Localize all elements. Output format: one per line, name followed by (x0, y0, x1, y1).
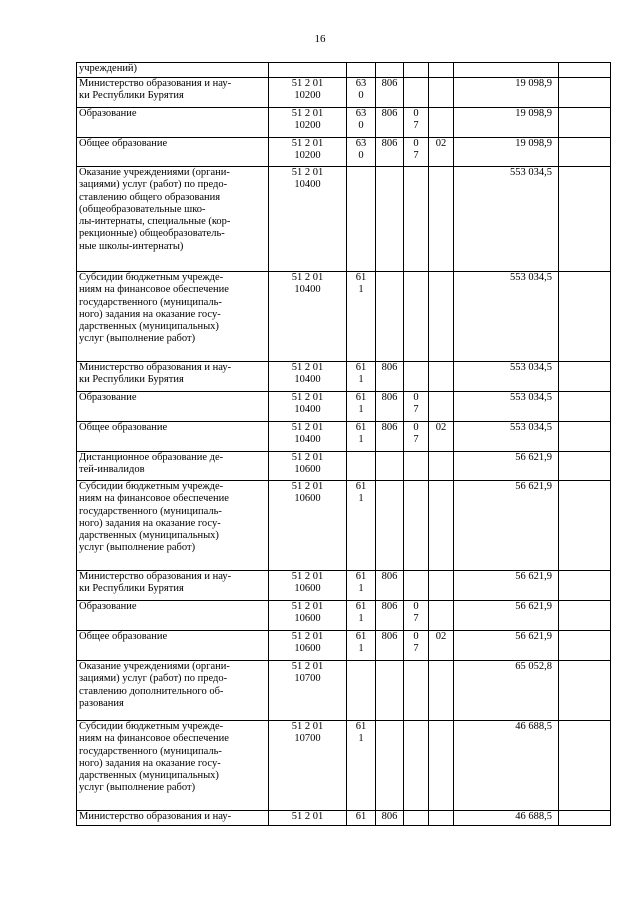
row-name-line: услуг (выполнение работ) (79, 333, 196, 345)
row-section-line: 7 (413, 613, 419, 625)
row-target-code (269, 392, 347, 422)
row-target-code-line: 51 2 01 (291, 631, 324, 642)
row-name-line: ки Республики Бурятия (79, 90, 184, 102)
row-amount: 553 034,5 (454, 167, 559, 272)
table-row (77, 422, 611, 452)
row-target-code (269, 108, 347, 138)
row-admin-code: 806 (376, 422, 404, 452)
row-target-code-line: 51 2 01 (291, 108, 324, 119)
row-admin-code: 806 (376, 811, 404, 826)
row-expense-type (347, 811, 376, 826)
row-amount: 56 621,9 (454, 452, 559, 481)
row-target-code-line: 51 2 01 (291, 811, 324, 822)
row-target-code-line: 10600 (294, 493, 321, 505)
row-name (77, 601, 269, 631)
row-name-line: ного) задания на оказание госу- (79, 757, 221, 769)
row-section (404, 452, 429, 481)
row-name-line: Министерство образования и нау- (79, 362, 232, 373)
row-expense-type (347, 108, 376, 138)
table-row (77, 452, 611, 481)
row-name-line: ниям на финансовое обеспечение (79, 493, 229, 505)
row-expense-type-line: 63 (355, 138, 367, 149)
row-expense-type-line: 61 (355, 362, 367, 373)
row-expense-type-line: 61 (355, 571, 367, 582)
row-section (404, 272, 429, 362)
row-amount: 56 621,9 (454, 481, 559, 571)
row-target-code (269, 138, 347, 167)
row-target-code-line: 51 2 01 (291, 272, 324, 283)
row-expense-type (347, 452, 376, 481)
row-target-code (269, 167, 347, 272)
row-name-line: Общее образование (79, 138, 168, 149)
row-name-line: государственного (муниципаль- (79, 505, 222, 517)
row-extra (559, 362, 611, 392)
row-expense-type (347, 631, 376, 661)
row-extra (559, 571, 611, 601)
row-name (77, 422, 269, 452)
row-amount: 46 688,5 (454, 811, 559, 826)
row-expense-type-line: 1 (358, 643, 364, 655)
row-section (404, 601, 429, 631)
row-admin-code: 806 (376, 571, 404, 601)
row-target-code-line: 51 2 01 (291, 362, 324, 373)
row-name-line: Образование (79, 392, 137, 403)
table-row (77, 167, 611, 272)
row-target-code-line: 10600 (294, 643, 321, 655)
row-target-code-line: 51 2 01 (291, 138, 324, 149)
row-section (404, 362, 429, 392)
row-target-code-line: 10400 (294, 179, 321, 191)
row-target-code (269, 78, 347, 108)
row-name (77, 631, 269, 661)
row-amount: 56 621,9 (454, 601, 559, 631)
row-subsection (429, 601, 454, 631)
row-name-line: разования (79, 697, 124, 709)
row-name-line: ки Республики Бурятия (79, 583, 184, 595)
row-subsection: 02 (429, 631, 454, 661)
row-name-line: (общеобразовательные шко- (79, 203, 206, 215)
row-name-line: Субсидии бюджетным учрежде- (79, 721, 224, 732)
row-target-code (269, 452, 347, 481)
row-expense-type (347, 721, 376, 811)
row-admin-code (376, 63, 404, 78)
row-name (77, 811, 269, 826)
row-section-line: 7 (413, 150, 419, 162)
row-section-line: 0 (413, 631, 419, 642)
row-expense-type (347, 392, 376, 422)
row-name-line: ставлению дополнительного об- (79, 685, 224, 697)
row-amount: 19 098,9 (454, 78, 559, 108)
row-section-line: 7 (413, 120, 419, 132)
row-name-line: зациями) услуг (работ) по предо- (79, 179, 228, 191)
row-subsection (429, 167, 454, 272)
row-name-line: ки Республики Бурятия (79, 374, 184, 386)
row-subsection (429, 272, 454, 362)
row-target-code-line: 51 2 01 (291, 601, 324, 612)
row-name-line: рекционные) общеобразователь- (79, 228, 225, 240)
row-admin-code (376, 481, 404, 571)
row-admin-code: 806 (376, 362, 404, 392)
row-amount: 553 034,5 (454, 362, 559, 392)
row-expense-type (347, 272, 376, 362)
row-expense-type-line: 1 (358, 583, 364, 595)
table-row (77, 108, 611, 138)
row-extra (559, 661, 611, 721)
row-name (77, 571, 269, 601)
row-extra (559, 631, 611, 661)
row-subsection (429, 481, 454, 571)
table-row (77, 661, 611, 721)
row-target-code (269, 571, 347, 601)
table-row (77, 272, 611, 362)
row-name-line: Оказание учреждениями (органи- (79, 661, 230, 672)
row-admin-code: 806 (376, 392, 404, 422)
row-expense-type (347, 601, 376, 631)
row-subsection (429, 362, 454, 392)
row-section (404, 422, 429, 452)
row-name-line: лы-интернаты, специальные (кор- (79, 216, 231, 228)
row-expense-type (347, 78, 376, 108)
row-section (404, 811, 429, 826)
row-extra (559, 78, 611, 108)
row-expense-type-line: 1 (358, 613, 364, 625)
row-target-code-line: 10600 (294, 464, 321, 476)
row-name-line: ного) задания на оказание госу- (79, 308, 221, 320)
row-name (77, 661, 269, 721)
row-target-code-line: 51 2 01 (291, 661, 324, 672)
row-target-code (269, 362, 347, 392)
table-row (77, 571, 611, 601)
row-name-line: дарственных (муниципальных) (79, 770, 219, 782)
row-extra (559, 721, 611, 811)
row-name-line: ставлению общего образования (79, 191, 221, 203)
row-name-line: Министерство образования и нау- (79, 811, 232, 822)
row-subsection (429, 571, 454, 601)
row-name-line: ниям на финансовое обеспечение (79, 733, 229, 745)
row-admin-code (376, 452, 404, 481)
budget-table (76, 62, 611, 826)
row-target-code-line: 10600 (294, 613, 321, 625)
row-section-line: 0 (413, 422, 419, 433)
row-name-line: Общее образование (79, 422, 168, 433)
row-admin-code (376, 721, 404, 811)
row-section-line: 7 (413, 404, 419, 416)
row-section (404, 721, 429, 811)
row-expense-type-line: 1 (358, 434, 364, 446)
row-name-line: учреждений) (79, 63, 138, 74)
row-subsection: 02 (429, 422, 454, 452)
row-expense-type-line: 1 (358, 284, 364, 296)
row-section-line: 7 (413, 434, 419, 446)
row-admin-code: 806 (376, 108, 404, 138)
row-expense-type (347, 63, 376, 78)
row-admin-code (376, 167, 404, 272)
row-subsection: 02 (429, 138, 454, 167)
row-extra (559, 481, 611, 571)
row-name-line: услуг (выполнение работ) (79, 782, 196, 794)
row-subsection (429, 721, 454, 811)
row-name-line: Общее образование (79, 631, 168, 642)
row-admin-code (376, 272, 404, 362)
row-name-line: государственного (муниципаль- (79, 745, 222, 757)
row-subsection (429, 452, 454, 481)
row-amount: 553 034,5 (454, 422, 559, 452)
row-expense-type-line: 63 (355, 108, 367, 119)
row-admin-code (376, 661, 404, 721)
row-target-code-line: 10400 (294, 434, 321, 446)
row-name (77, 167, 269, 272)
row-name (77, 721, 269, 811)
table-row (77, 481, 611, 571)
row-section (404, 167, 429, 272)
row-target-code (269, 63, 347, 78)
row-expense-type-line: 61 (355, 601, 367, 612)
row-target-code-line: 10200 (294, 90, 321, 102)
row-name-line: Субсидии бюджетным учрежде- (79, 272, 224, 283)
row-extra (559, 63, 611, 78)
row-amount: 56 621,9 (454, 571, 559, 601)
row-name (77, 452, 269, 481)
row-name-line: Субсидии бюджетным учрежде- (79, 481, 224, 492)
row-target-code-line: 10400 (294, 404, 321, 416)
row-amount: 56 621,9 (454, 631, 559, 661)
row-expense-type-line: 61 (355, 422, 367, 433)
table-row (77, 721, 611, 811)
row-name (77, 108, 269, 138)
row-subsection (429, 811, 454, 826)
row-target-code (269, 272, 347, 362)
row-target-code (269, 481, 347, 571)
row-extra (559, 167, 611, 272)
row-expense-type-line: 1 (358, 733, 364, 745)
row-name (77, 78, 269, 108)
row-expense-type (347, 481, 376, 571)
row-section (404, 63, 429, 78)
row-target-code-line: 10700 (294, 673, 321, 685)
row-target-code-line: 51 2 01 (291, 481, 324, 492)
row-expense-type (347, 661, 376, 721)
row-admin-code: 806 (376, 78, 404, 108)
row-name-line: Образование (79, 601, 137, 612)
row-name-line: Образование (79, 108, 137, 119)
table-row (77, 601, 611, 631)
row-target-code-line: 10200 (294, 150, 321, 162)
table-row (77, 362, 611, 392)
row-target-code (269, 721, 347, 811)
row-section (404, 392, 429, 422)
row-target-code-line: 10600 (294, 583, 321, 595)
row-target-code (269, 631, 347, 661)
table-row (77, 811, 611, 826)
table-row (77, 392, 611, 422)
row-extra (559, 108, 611, 138)
row-name-line: Дистанционное образование де- (79, 452, 224, 463)
row-extra (559, 392, 611, 422)
row-section-line: 0 (413, 108, 419, 119)
row-name-line: дарственных (муниципальных) (79, 321, 219, 333)
row-extra (559, 272, 611, 362)
row-name-line: ного) задания на оказание госу- (79, 517, 221, 529)
row-name-line: дарственных (муниципальных) (79, 530, 219, 542)
row-expense-type-line: 1 (358, 493, 364, 505)
row-expense-type (347, 362, 376, 392)
row-section-line: 0 (413, 601, 419, 612)
row-target-code-line: 10700 (294, 733, 321, 745)
row-name (77, 138, 269, 167)
row-extra (559, 422, 611, 452)
row-expense-type-line: 61 (355, 631, 367, 642)
row-extra (559, 138, 611, 167)
row-expense-type (347, 167, 376, 272)
table-row (77, 63, 611, 78)
row-target-code-line: 51 2 01 (291, 167, 324, 178)
row-name-line: зациями) услуг (работ) по предо- (79, 673, 228, 685)
row-section-line: 0 (413, 392, 419, 403)
row-admin-code: 806 (376, 601, 404, 631)
row-name-line: ные школы-интернаты) (79, 240, 184, 252)
row-target-code-line: 51 2 01 (291, 721, 324, 732)
row-target-code (269, 811, 347, 826)
row-target-code (269, 661, 347, 721)
row-expense-type-line: 0 (358, 120, 364, 132)
row-amount: 553 034,5 (454, 392, 559, 422)
table-row (77, 631, 611, 661)
row-expense-type-line: 61 (355, 811, 367, 822)
row-expense-type-line: 1 (358, 374, 364, 386)
row-subsection (429, 661, 454, 721)
row-extra (559, 811, 611, 826)
row-target-code-line: 51 2 01 (291, 452, 324, 463)
row-amount: 19 098,9 (454, 108, 559, 138)
row-section (404, 108, 429, 138)
row-name (77, 63, 269, 78)
row-section (404, 661, 429, 721)
row-amount: 19 098,9 (454, 138, 559, 167)
row-subsection (429, 63, 454, 78)
row-target-code (269, 601, 347, 631)
row-section-line: 0 (413, 138, 419, 149)
row-section (404, 138, 429, 167)
row-section (404, 571, 429, 601)
row-target-code-line: 51 2 01 (291, 571, 324, 582)
row-expense-type-line: 61 (355, 272, 367, 283)
row-target-code-line: 10200 (294, 120, 321, 132)
row-admin-code: 806 (376, 138, 404, 167)
row-section (404, 78, 429, 108)
row-name-line: ниям на финансовое обеспечение (79, 284, 229, 296)
row-expense-type-line: 61 (355, 392, 367, 403)
row-amount: 65 052,8 (454, 661, 559, 721)
row-extra (559, 601, 611, 631)
page-number: 16 (314, 33, 326, 45)
row-amount (454, 63, 559, 78)
row-extra (559, 452, 611, 481)
row-expense-type (347, 571, 376, 601)
row-name-line: тей-инвалидов (79, 464, 145, 476)
row-expense-type-line: 61 (355, 721, 367, 732)
row-amount: 46 688,5 (454, 721, 559, 811)
row-name-line: Оказание учреждениями (органи- (79, 167, 230, 178)
row-expense-type (347, 422, 376, 452)
row-subsection (429, 108, 454, 138)
row-expense-type-line: 1 (358, 404, 364, 416)
row-name (77, 481, 269, 571)
row-expense-type-line: 0 (358, 150, 364, 162)
row-name (77, 272, 269, 362)
row-target-code-line: 10400 (294, 284, 321, 296)
row-target-code-line: 51 2 01 (291, 392, 324, 403)
row-expense-type-line: 61 (355, 481, 367, 492)
row-expense-type-line: 0 (358, 90, 364, 102)
row-expense-type-line: 63 (355, 78, 367, 89)
table-row (77, 138, 611, 167)
table-row (77, 78, 611, 108)
row-name (77, 392, 269, 422)
row-subsection (429, 78, 454, 108)
row-target-code-line: 51 2 01 (291, 422, 324, 433)
row-name (77, 362, 269, 392)
row-amount: 553 034,5 (454, 272, 559, 362)
row-section (404, 631, 429, 661)
row-name-line: услуг (выполнение работ) (79, 542, 196, 554)
row-name-line: Министерство образования и нау- (79, 571, 232, 582)
row-target-code-line: 51 2 01 (291, 78, 324, 89)
row-name-line: Министерство образования и нау- (79, 78, 232, 89)
row-target-code (269, 422, 347, 452)
row-subsection (429, 392, 454, 422)
row-section-line: 7 (413, 643, 419, 655)
row-section (404, 481, 429, 571)
row-expense-type (347, 138, 376, 167)
row-target-code-line: 10400 (294, 374, 321, 386)
row-name-line: государственного (муниципаль- (79, 296, 222, 308)
row-admin-code: 806 (376, 631, 404, 661)
